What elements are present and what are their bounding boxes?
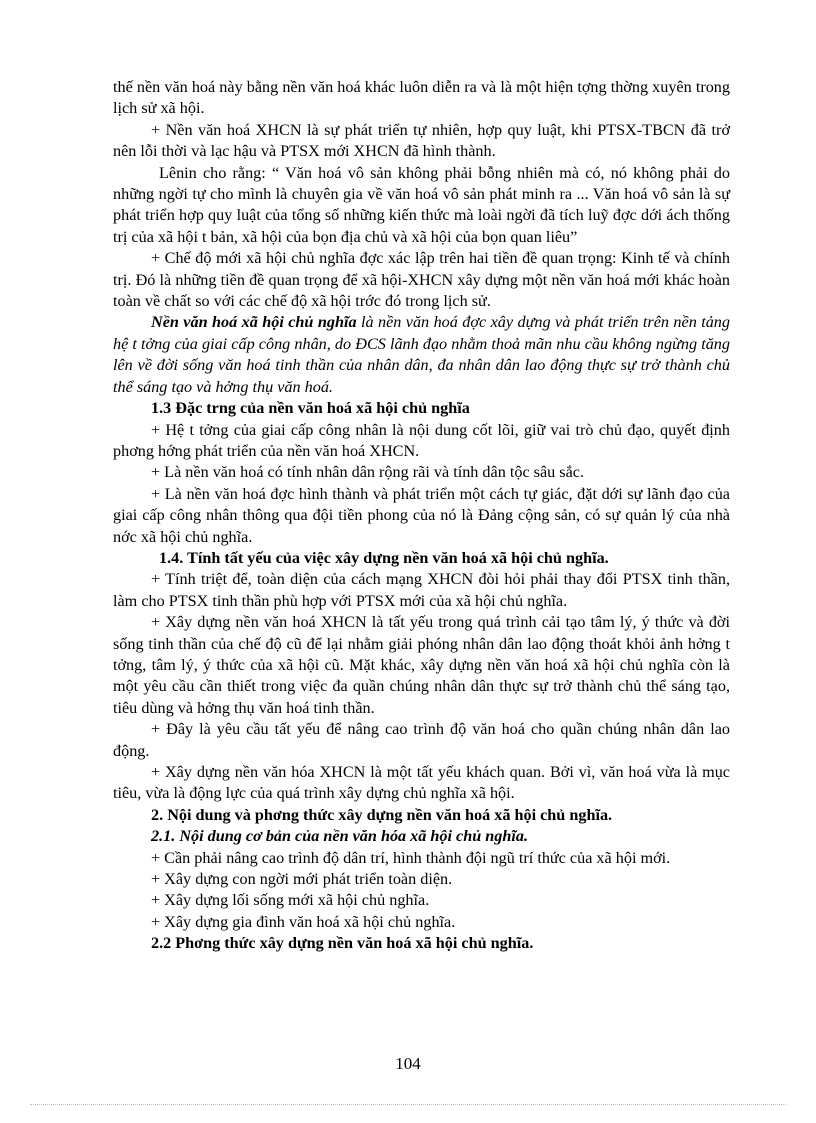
paragraph-continuation: thế nền văn hoá này bằng nền văn hoá khác luôn diễn ra và là một hiện tợng thờng xuyên trong lịch sử xã hội. — [113, 78, 730, 118]
paragraph-self-aware: + Là nền văn hoá đợc hình thành và phát triển một cách tự giác, đặt dới sự lãnh đạo của giai cấp công nhân thông qua đội tiền phong của nó là Đảng cộng sản, có sự quản lý của nhà nớc xã hội chủ nghĩa. — [113, 484, 730, 546]
heading-1-3: 1.3 Đặc trng của nền văn hoá xã hội chủ nghĩa — [151, 399, 470, 418]
page-number: 104 — [395, 1054, 421, 1073]
definition-term: Nền văn hoá xã hội chủ nghĩa — [151, 313, 357, 332]
heading-2: 2. Nội dung và phơng thức xây dựng nền văn hoá xã hội chủ nghĩa. — [151, 805, 613, 824]
paragraph-family: + Xây dựng gia đình văn hoá xã hội chủ nghĩa. — [151, 912, 456, 931]
paragraph-national-character: + Là nền văn hoá có tính nhân dân rộng rãi và tính dân tộc sâu sắc. — [151, 463, 585, 482]
heading-2-1: 2.1. Nội dung cơ bản của nền văn hóa xã hội chủ nghĩa. — [151, 827, 529, 846]
bottom-divider — [30, 1104, 786, 1105]
paragraph-thorough: + Tính triệt để, toàn diện của cách mạng XHCN đòi hỏi phải thay đổi PTSX tinh thần, làm cho PTSX tinh thần phù hợp với PTSX mới của xã hội chủ nghĩa. — [113, 570, 730, 610]
paragraph-objective: + Xây dựng nền văn hóa XHCN là một tất yếu khách quan. Bởi vì, văn hoá vừa là mục tiêu, vừa là động lực của quá trình xây dựng chủ nghĩa xã hội. — [113, 763, 730, 803]
paragraph-education: + Cần phải nâng cao trình độ dân trí, hình thành đội ngũ trí thức của xã hội mới. — [151, 848, 671, 867]
definition-text: là nền văn hoá đợc xây dựng và phát triển trên nền tảng hệ t tởng của giai cấp công nhân, do ĐCS lãnh đạo nhằm thoả mãn nhu cầu không ngừng tăng lên về đời sống văn hoá tinh thần của nhân dân, đa nhân dân lao động thực sự trở thành chủ thể sáng tạo và hởng thụ văn hoá. — [113, 313, 730, 396]
paragraph-new-person: + Xây dựng con ngời mới phát triển toàn diện. — [151, 870, 453, 889]
document-body — [113, 77, 730, 955]
heading-2-2: 2.2 Phơng thức xây dựng nền văn hoá xã hội chủ nghĩa. — [151, 934, 534, 953]
paragraph-requirement: + Đây là yêu cầu tất yếu để nâng cao trình độ văn hoá cho quần chúng nhân dân lao động. — [113, 720, 730, 760]
paragraph-definition — [113, 312, 730, 398]
heading-1-4: 1.4. Tính tất yếu của việc xây dựng nền văn hoá xã hội chủ nghĩa. — [159, 548, 609, 567]
paragraph-lifestyle: + Xây dựng lối sống mới xã hội chủ nghĩa. — [151, 891, 430, 910]
paragraph-new-regime: + Chế độ mới xã hội chủ nghĩa đợc xác lập trên hai tiền đề quan trọng: Kinh tế và chính trị. Đó là những tiền đề quan trọng để xã hội-XHCN xây dựng một nền văn hoá mới khác hoàn toàn về chất so với các chế độ xã hội trớc đó trong lịch sử. — [113, 249, 730, 311]
paragraph-transformation: + Xây dựng nền văn hoá XHCN là tất yếu trong quá trình cải tạo tâm lý, ý thức và đời sống tinh thần của chế độ cũ để lại nhằm giải phóng nhân dân lao động thoát khỏi ảnh hởng t tởng, tâm lý, ý thức của xã hội cũ. Mặt khác, xây dựng nền văn hoá xã hội chủ nghĩa còn là một yêu cầu cần thiết trong việc đa quần chúng nhân dân thực sự trở thành chủ thể sáng tạo, tiêu dùng và hởng thụ văn hoá tinh thần. — [113, 613, 730, 717]
paragraph-natural-development: + Nền văn hoá XHCN là sự phát triển tự nhiên, hợp quy luật, khi PTSX-TBCN đã trở nên lỗi thời và lạc hậu và PTSX mới XHCN đã hình thành. — [113, 120, 730, 161]
paragraph-lenin-quote: Lênin cho rằng: “ Văn hoá vô sản không phải bỗng nhiên mà có, nó không phải do những ngời tự cho mình là chuyên gia về văn hoá vô sản phát minh ra ... Văn hoá vô sản là sự phát triển hợp quy luật của tổng số những kiến thức mà loài ngời đã tích luỹ đợc dới ách thống trị của xã hội t bản, xã hội của bọn địa chủ và xã hội của bọn quan liêu” — [113, 163, 730, 246]
paragraph-ideology: + Hệ t tởng của giai cấp công nhân là nội dung cốt lõi, giữ vai trò chủ đạo, quyết định phơng hớng phát triển của nền văn hoá XHCN. — [113, 420, 730, 460]
